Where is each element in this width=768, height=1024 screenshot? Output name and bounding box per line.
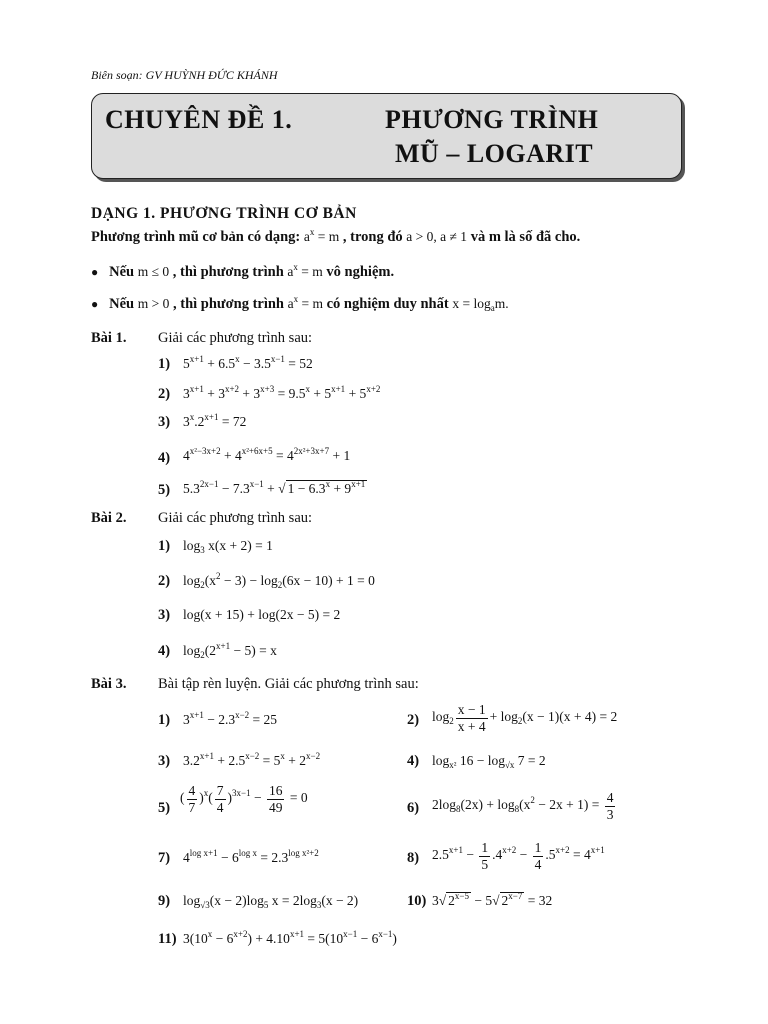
equation: $4^{x^2-3x+2} + 4^{x^2+6x+5} = 4^{2x^2+3x+7} + 1$: [183, 446, 351, 463]
formula-basic-3: $a^x = m$: [287, 294, 323, 311]
equation: $\log_3 x(x + 2) = 1$: [183, 538, 273, 555]
equation: $2\log_8(2x) + \log_8(x^2 - 2x + 1)$ = $\frac{4}{3}$: [432, 790, 614, 822]
chapter-title-line2: MŨ – LOGARIT: [395, 139, 594, 168]
item-number: 2): [158, 386, 171, 402]
bullet2-text-b: , thì phương trình: [172, 296, 288, 312]
intro-line: [91, 229, 580, 246]
item-number: 5): [158, 800, 171, 816]
item-number: 7): [158, 850, 171, 866]
equation: $\log_{√3}(x - 2)\log_5$ $x = 2\log_3(x - 2)$: [183, 893, 359, 910]
item-number: 8): [407, 850, 420, 866]
item-number: 5): [158, 482, 171, 498]
equation: log(x + 15) + log(2x − 5) = 2: [183, 607, 341, 622]
formula-basic-2: $a^x = m$: [287, 262, 323, 279]
item-number: 3): [158, 607, 171, 623]
equation: $5^{x+1} + 6.5^x - 3.5^{x-1} = 52$: [183, 354, 313, 371]
chapter-title-box: [91, 93, 682, 179]
formula-solution: $x = \log_am$.: [452, 296, 509, 313]
item-number: 6): [407, 800, 420, 816]
item-number: 9): [158, 893, 171, 909]
item-number: 2): [407, 712, 420, 728]
item-number: 4): [407, 753, 420, 769]
equation: $\log_{x^2} 16 - \log_{√x} 7 = 2$: [432, 753, 546, 770]
equation: $3^{x+1} - 2.3^{x-2} = 25$: [183, 710, 278, 727]
equation: $3.2^{x+1} + 2.5^{x-2} = 5^x + 2^{x-2}$: [183, 751, 321, 768]
bullet-icon: ●: [91, 265, 99, 279]
formula-m-gt-0: m > 0: [137, 296, 170, 311]
equation: $3^x.2^{x+1} = 72$: [183, 412, 247, 429]
formula-m-le-0: m ≤ 0: [137, 264, 170, 279]
intro-text-b: , trong đó: [342, 229, 407, 245]
equation: $\log_2(2^{x+1} - 5) = x$: [183, 641, 277, 660]
bullet-1: [91, 264, 394, 281]
equation: 3√ $2^{x-5} - 5√$ $2^{x-7} = 32$: [432, 891, 553, 908]
bullet1-text-a: Nếu: [109, 264, 138, 280]
item-number: 1): [158, 356, 171, 372]
intro-text-c: và m là số đã cho.: [470, 229, 581, 245]
bullet2-text-a: Nếu: [109, 296, 138, 312]
item-number: 1): [158, 712, 171, 728]
item-number: 3): [158, 753, 171, 769]
author-credit: Biên soạn: GV HUỲNH ĐỨC KHÁNH: [91, 68, 278, 82]
item-number: 4): [158, 643, 171, 659]
equation: $2.5^{x+1}$ − $\frac{1}{5}$ $.4^{x+2}$ − $\frac{1}{4}$ $.5^{x+2} = 4^{x+1}$: [432, 840, 605, 872]
exercise-1-label: Bài 1.: [91, 330, 127, 346]
item-number: 4): [158, 450, 171, 466]
section-heading: DẠNG 1. PHƯƠNG TRÌNH CƠ BẢN: [91, 205, 357, 222]
item-number: 2): [158, 573, 171, 589]
bullet-2: [91, 296, 509, 313]
exercise-3-label: Bài 3.: [91, 676, 127, 692]
item-number: 1): [158, 538, 171, 554]
bullet2-text-c: có nghiệm duy nhất: [326, 296, 453, 312]
item-number: 11): [158, 931, 177, 947]
item-number: 3): [158, 414, 171, 430]
equation: $\log_2(x^2 - 3) - \log_2(6x - 10) + 1 = 0$: [183, 571, 375, 590]
chapter-label: CHUYÊN ĐỀ 1.: [105, 105, 293, 134]
bullet1-text-b: , thì phương trình: [172, 264, 288, 280]
equation: $3^{x+1} + 3^{x+2} + 3^{x+3} = 9.5^x + 5^{x+1} + 5^{x+2}$: [183, 384, 381, 401]
equation: $3(10^x - 6^{x+2}) + 4.10^{x+1} = 5(10^{x-1} - 6^{x-1})$: [183, 929, 397, 946]
exercise-3-prompt: Bài tập rèn luyện. Giải các phương trình sau:: [158, 676, 419, 692]
chapter-title-line1: PHƯƠNG TRÌNH: [385, 105, 599, 134]
equation: $5.3^{2x-1} - 7.3^{x-1}$ + √ $1 - 6.3^x + 9^{x+1}$: [183, 479, 366, 496]
formula-condition: a > 0, a ≠ 1: [406, 229, 468, 244]
item-number: 10): [407, 893, 427, 909]
bullet1-text-c: vô nghiệm.: [326, 264, 395, 280]
formula-basic: $a^x = m$: [303, 227, 340, 244]
exercise-2-label: Bài 2.: [91, 510, 127, 526]
intro-text-a: Phương trình mũ cơ bản có dạng:: [91, 229, 304, 245]
equation: $4^{log x+1} - 6^{log x} = 2.3^{log x^2+2}$: [183, 848, 319, 865]
equation: ( $\frac{4}{7}$ )$^x$( $\frac{7}{4}$ )$^{3x-1}$ − $\frac{16}{49}$ = 0: [180, 783, 308, 815]
bullet-icon: ●: [91, 297, 99, 311]
exercise-2-prompt: Giải các phương trình sau:: [158, 510, 313, 526]
exercise-1-prompt: Giải các phương trình sau:: [158, 330, 313, 346]
equation: $\log_2$ $\frac{x - 1}{x + 4}$ + $\log_2(x - 1)(x + 4) = 2$: [432, 702, 618, 734]
